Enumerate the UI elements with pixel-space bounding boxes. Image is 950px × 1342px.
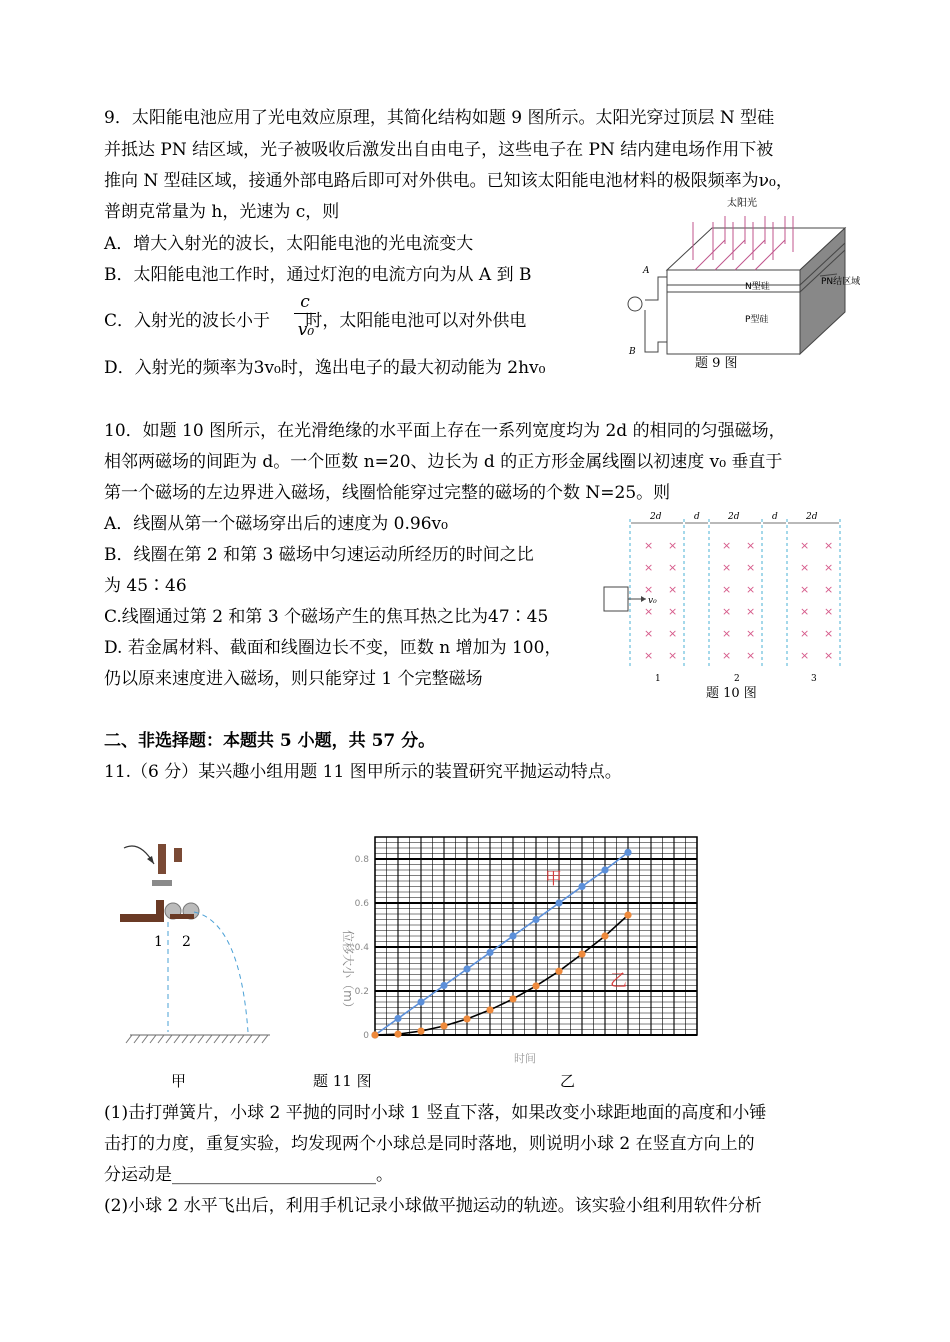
y-tick-label: 0.6 (354, 899, 369, 909)
q11-part1-line1: (1)击打弹簧片，小球 2 平抛的同时小球 1 竖直下落，如果改变小球距地面的高度和小锤 (104, 1103, 767, 1123)
field-cross: × (800, 583, 810, 596)
field-cross: × (800, 539, 810, 552)
q10-line2: 相邻两磁场的间距为 d。一个匝数 n=20、边长为 d 的正方形金属线圈以初速度 v₀ 垂直于 (104, 452, 783, 472)
q9-fig-a-label: A (643, 266, 650, 276)
q9-fraction-denominator: v₀ (297, 320, 315, 340)
q10-fig-field-1: 1 (655, 674, 661, 684)
data-point (601, 932, 608, 939)
y-tick-label: 0.2 (354, 987, 369, 997)
data-point (601, 866, 608, 873)
y-tick-label: 0.8 (354, 855, 369, 865)
field-cross: × (668, 605, 678, 618)
field-cross: × (722, 539, 732, 552)
data-point (440, 982, 447, 989)
field-cross: × (800, 649, 810, 662)
data-point (394, 1031, 401, 1038)
field-cross: × (722, 583, 732, 596)
field-cross: × (644, 539, 654, 552)
q11-displacement-chart (320, 822, 710, 1067)
q10-line1: 10．如题 10 图所示，在光滑绝缘的水平面上存在一系列宽度均为 2d 的相同的匀强磁场， (104, 421, 786, 441)
q9-fig-b-label: B (629, 347, 636, 357)
data-point (417, 998, 424, 1005)
q11-intro: 11.（6 分）某兴趣小组用题 11 图甲所示的装置研究平抛运动特点。 (104, 762, 622, 782)
data-point (578, 950, 585, 957)
field-cross: × (746, 649, 756, 662)
q10-option-a: A．线圈从第一个磁场穿出后的速度为 0.96v₀ (104, 514, 448, 534)
chart-ylabel: 位移大小（m） (341, 930, 355, 1014)
field-cross: × (824, 561, 834, 574)
q11-ball-2-label: 2 (182, 934, 191, 950)
q11-part2-line1: (2)小球 2 水平飞出后，利用手机记录小球做平抛运动的轨迹。该实验小组利用软件分析 (104, 1196, 762, 1216)
field-cross: × (824, 583, 834, 596)
q11-ball-1-label: 1 (154, 934, 163, 950)
q10-figure (600, 505, 850, 705)
q11-part1-line3: 分运动是________________________。 (104, 1165, 393, 1185)
q10-fig-field-3: 3 (811, 674, 817, 684)
section-2-heading: 二、非选择题：本题共 5 小题，共 57 分。 (104, 731, 436, 751)
field-cross: × (722, 627, 732, 640)
q10-option-d1: D. 若金属材料、截面和线圈边长不变，匝数 n 增加为 100， (104, 638, 562, 658)
q11-apparatus-figure (110, 832, 280, 1047)
data-point (624, 912, 631, 919)
field-cross: × (668, 583, 678, 596)
data-point (509, 995, 516, 1002)
q10-fig-v0-label: v₀ (648, 596, 657, 606)
field-cross: × (668, 627, 678, 640)
q10-fig-field-2: 2 (734, 674, 740, 684)
field-cross: × (800, 627, 810, 640)
y-tick-label: 0.4 (354, 943, 369, 953)
q11-label-jia: 甲 (171, 1072, 187, 1090)
q10-fig-gap-1: d (694, 512, 700, 522)
q10-fig-gap-2: d (772, 512, 778, 522)
field-cross: × (746, 583, 756, 596)
data-point (417, 1027, 424, 1034)
q9-line1: 9．太阳能电池应用了光电效应原理，其简化结构如题 9 图所示。太阳光穿过顶层 N 型硅 (104, 108, 775, 128)
q11-part1-line2: 击打的力度，重复实验，均发现两个小球总是同时落地，则说明小球 2 在竖直方向上的 (104, 1134, 755, 1154)
field-cross: × (644, 627, 654, 640)
field-cross: × (746, 605, 756, 618)
field-cross: × (746, 539, 756, 552)
field-cross: × (644, 649, 654, 662)
q10-fig-width-3: 2d (806, 512, 818, 522)
data-point (509, 932, 516, 939)
q9-fig-sun-label: 太阳光 (727, 198, 757, 209)
q9-option-a: A．增大入射光的波长，太阳能电池的光电流变大 (104, 234, 474, 254)
q9-line3: 推向 N 型硅区域，接通外部电路后即可对外供电。已知该太阳能电池材料的极限频率为ν₀， (104, 171, 793, 191)
q9-fraction-numerator: c (300, 292, 310, 312)
field-cross: × (746, 561, 756, 574)
data-point (578, 883, 585, 890)
field-cross: × (824, 605, 834, 618)
field-cross: × (824, 627, 834, 640)
q11-label-yi: 乙 (560, 1072, 576, 1090)
q9-figure (615, 192, 895, 374)
data-point (532, 916, 539, 923)
field-cross: × (800, 561, 810, 574)
series-label-yi: 乙 (610, 971, 627, 991)
q10-option-b1: B．线圈在第 2 和第 3 磁场中匀速运动所经历的时间之比 (104, 545, 534, 565)
q9-option-c-pre: C．入射光的波长小于 (104, 311, 271, 331)
data-point (532, 982, 539, 989)
q9-fig-p-label: P型硅 (745, 315, 769, 325)
field-cross: × (668, 649, 678, 662)
data-point (555, 968, 562, 975)
q9-option-c-post: 时，太阳能电池可以对外供电 (305, 311, 527, 331)
q9-line2: 并抵达 PN 结区域，光子被吸收后激发出自由电子，这些电子在 PN 结内建电场作用下被 (104, 140, 774, 160)
chart-xlabel: 时间 (514, 1052, 536, 1065)
data-point (463, 1015, 470, 1022)
q10-option-c: C.线圈通过第 2 和第 3 个磁场产生的焦耳热之比为47∶45 (104, 607, 549, 627)
series-label-jia: 甲 (545, 869, 562, 889)
field-cross: × (746, 627, 756, 640)
data-point (486, 949, 493, 956)
data-point (394, 1015, 401, 1022)
field-cross: × (644, 561, 654, 574)
q9-fig-pn-label: PN结区域 (821, 277, 861, 287)
field-cross: × (722, 605, 732, 618)
q9-line4: 普朗克常量为 h，光速为 c，则 (104, 202, 340, 222)
q11-fig-caption: 题 11 图 (313, 1072, 372, 1090)
field-cross: × (800, 605, 810, 618)
data-point (486, 1006, 493, 1013)
q9-option-c (104, 292, 527, 340)
q9-option-b: B．太阳能电池工作时，通过灯泡的电流方向为从 A 到 B (104, 265, 532, 285)
data-point (371, 1031, 378, 1038)
field-cross: × (644, 583, 654, 596)
data-point (555, 899, 562, 906)
q9-fig-n-label: N型硅 (745, 282, 770, 292)
data-point (624, 849, 631, 856)
q10-option-d2: 仍以原来速度进入磁场，则只能穿过 1 个完整磁场 (104, 669, 483, 689)
q10-fig-caption: 题 10 图 (706, 686, 757, 701)
field-cross: × (824, 539, 834, 552)
field-cross: × (644, 605, 654, 618)
field-cross: × (668, 539, 678, 552)
y-tick-label: 0 (363, 1031, 369, 1041)
field-cross: × (824, 649, 834, 662)
data-point (440, 1022, 447, 1029)
field-cross: × (722, 649, 732, 662)
field-cross: × (722, 561, 732, 574)
q9-option-d: D．入射光的频率为3v₀时，逸出电子的最大初动能为 2hv₀ (104, 358, 546, 378)
data-point (463, 965, 470, 972)
q10-line3: 第一个磁场的左边界进入磁场，线圈恰能穿过完整的磁场的个数 N=25。则 (104, 483, 671, 503)
q10-fig-width-2: 2d (728, 512, 740, 522)
q9-fig-caption: 题 9 图 (695, 356, 738, 371)
q10-fig-width-1: 2d (650, 512, 662, 522)
q10-option-b2: 为 45∶46 (104, 576, 187, 596)
field-cross: × (668, 561, 678, 574)
